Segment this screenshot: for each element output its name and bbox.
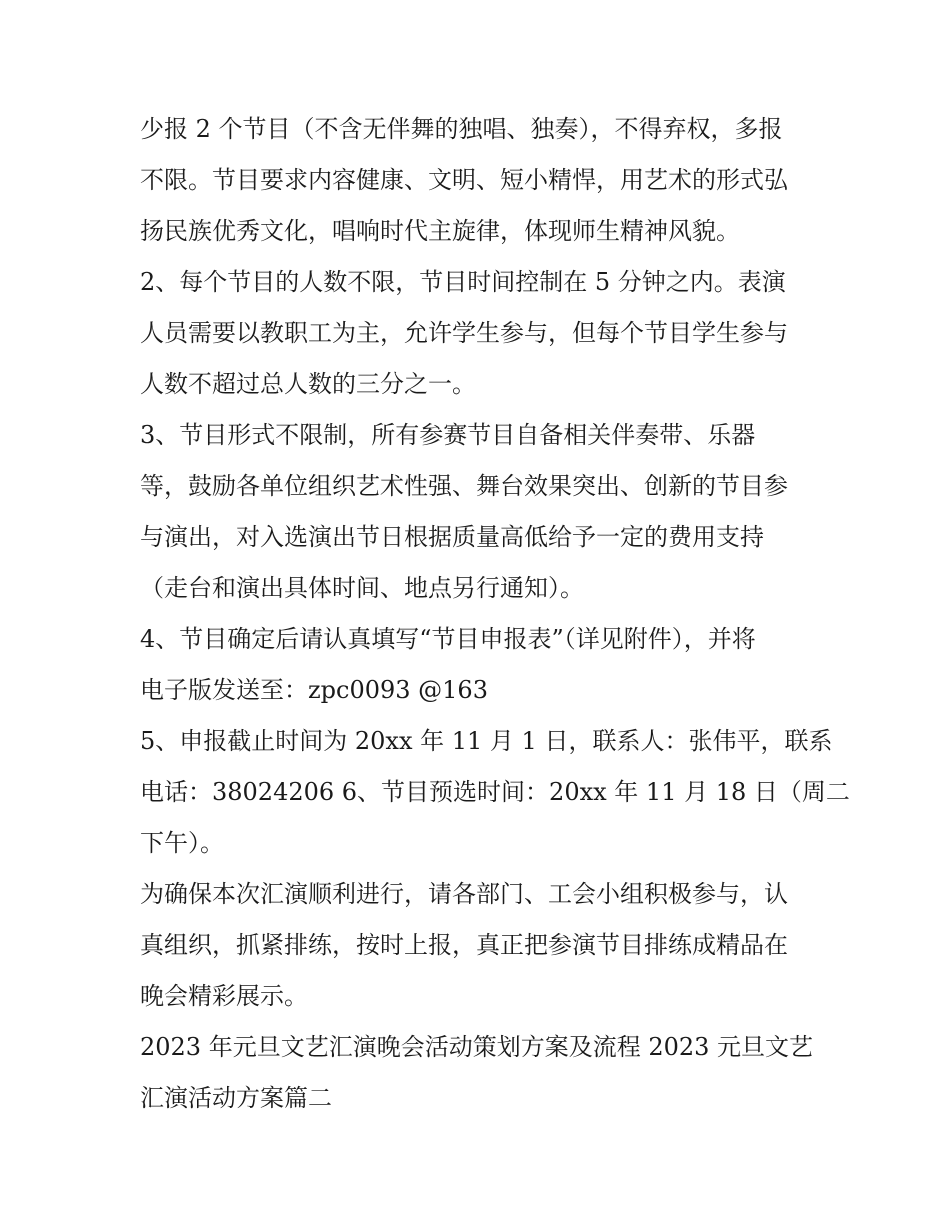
text-line: 电子版发送至：zpc0093 @163 [140,676,488,704]
text-line: 4、节目确定后请认真填写“节目申报表”（详见附件），并将 [140,625,756,653]
document-body [140,104,850,1124]
text-line: 3、节目形式不限制，所有参赛节目自备相关伴奏带、乐器 [140,421,756,449]
text-line: 少报 2 个节目（不含无伴舞的独唱、独奏），不得弃权，多报 [140,115,783,143]
text-line: 2023 年元旦文艺汇演晚会活动策划方案及流程 2023 元旦文艺 [140,1033,814,1061]
text-line: 与演出，对入选演出节日根据质量高低给予一定的费用支持 [140,523,764,551]
text-line: 2、每个节目的人数不限，节目时间控制在 5 分钟之内。表演 [140,268,786,296]
text-line: 扬民族优秀文化，唱响时代主旋律，体现师生精神风貌。 [140,217,740,245]
text-line: 不限。节目要求内容健康、文明、短小精悍，用艺术的形式弘 [140,166,788,194]
text-line: 真组织，抓紧排练，按时上报，真正把参演节目排练成精品在 [140,931,788,959]
text-line: 为确保本次汇演顺利进行，请各部门、工会小组积极参与，认 [140,880,788,908]
text-line: 下午）。 [140,829,224,857]
text-line: 电话：38024206 6、节目预选时间：20xx 年 11 月 18 日（周二 [140,778,850,806]
text-line: 晚会精彩展示。 [140,982,308,1010]
text-line: 人员需要以教职工为主，允许学生参与，但每个节目学生参与 [140,319,788,347]
text-line: 人数不超过总人数的三分之一。 [140,370,476,398]
text-line: 汇演活动方案篇二 [140,1084,332,1112]
text-line: 5、申报截止时间为 20xx 年 11 月 1 日，联系人：张伟平，联系 [140,727,833,755]
text-line: （走台和演出具体时间、地点另行通知）。 [140,574,584,602]
text-line: 等，鼓励各单位组织艺术性强、舞台效果突出、创新的节目参 [140,472,788,500]
